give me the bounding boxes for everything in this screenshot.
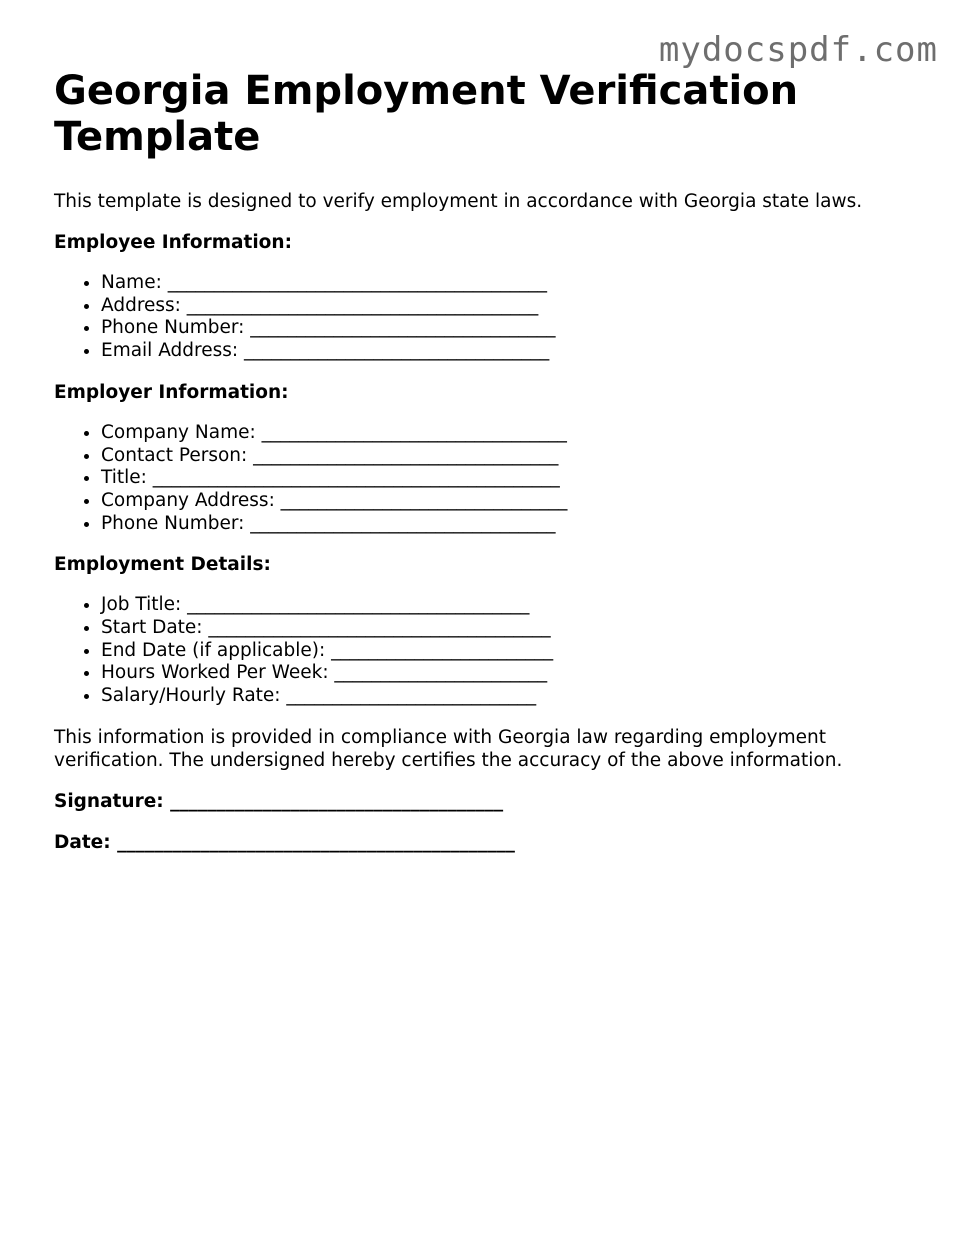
employer-phone-field: • Phone Number: _________________________________ xyxy=(101,513,914,536)
employment-section-heading: Employment Details: xyxy=(54,554,271,576)
employee-phone-field: • Phone Number: _________________________________ xyxy=(101,317,914,340)
employee-name-field: • Name: _________________________________________ xyxy=(101,272,914,295)
salary-rate-field: • Salary/Hourly Rate: ___________________________ xyxy=(101,685,914,708)
company-address-field: • Company Address: _______________________________ xyxy=(101,490,914,513)
contact-title-field: • Title: ____________________________________________ xyxy=(101,467,914,490)
employer-field-list xyxy=(54,422,914,536)
employee-section-heading: Employee Information: xyxy=(54,232,292,253)
employee-field-list xyxy=(54,272,914,363)
company-name-field: • Company Name: _________________________________ xyxy=(101,422,914,445)
contact-person-field: • Contact Person: _________________________________ xyxy=(101,445,914,468)
job-title-field: • Job Title: _____________________________________ xyxy=(101,594,914,617)
page-title: Georgia Employment Verification Template xyxy=(54,68,799,160)
document xyxy=(54,68,914,854)
employment-field-list xyxy=(54,594,914,708)
date-line: Date: ___________________________________________ xyxy=(54,831,515,853)
intro-paragraph: This template is designed to verify employment in accordance with Georgia state laws. xyxy=(54,191,863,212)
hours-per-week-field: • Hours Worked Per Week: _______________________ xyxy=(101,662,914,685)
start-date-field: • Start Date: _____________________________________ xyxy=(101,617,914,640)
signature-line: Signature: ____________________________________ xyxy=(54,790,504,812)
employer-section-heading: Employer Information: xyxy=(54,381,289,403)
employee-address-field: • Address: ______________________________________ xyxy=(101,295,914,318)
end-date-field: • End Date (if applicable): ________________________ xyxy=(101,640,914,663)
employee-email-field: • Email Address: _________________________________ xyxy=(101,340,914,363)
watermark: mydocspdf.com xyxy=(658,30,938,70)
closing-paragraph: This information is provided in compliance with Georgia law regarding employment verification. The undersigned hereby certifies the accuracy of the above information. xyxy=(54,726,843,771)
